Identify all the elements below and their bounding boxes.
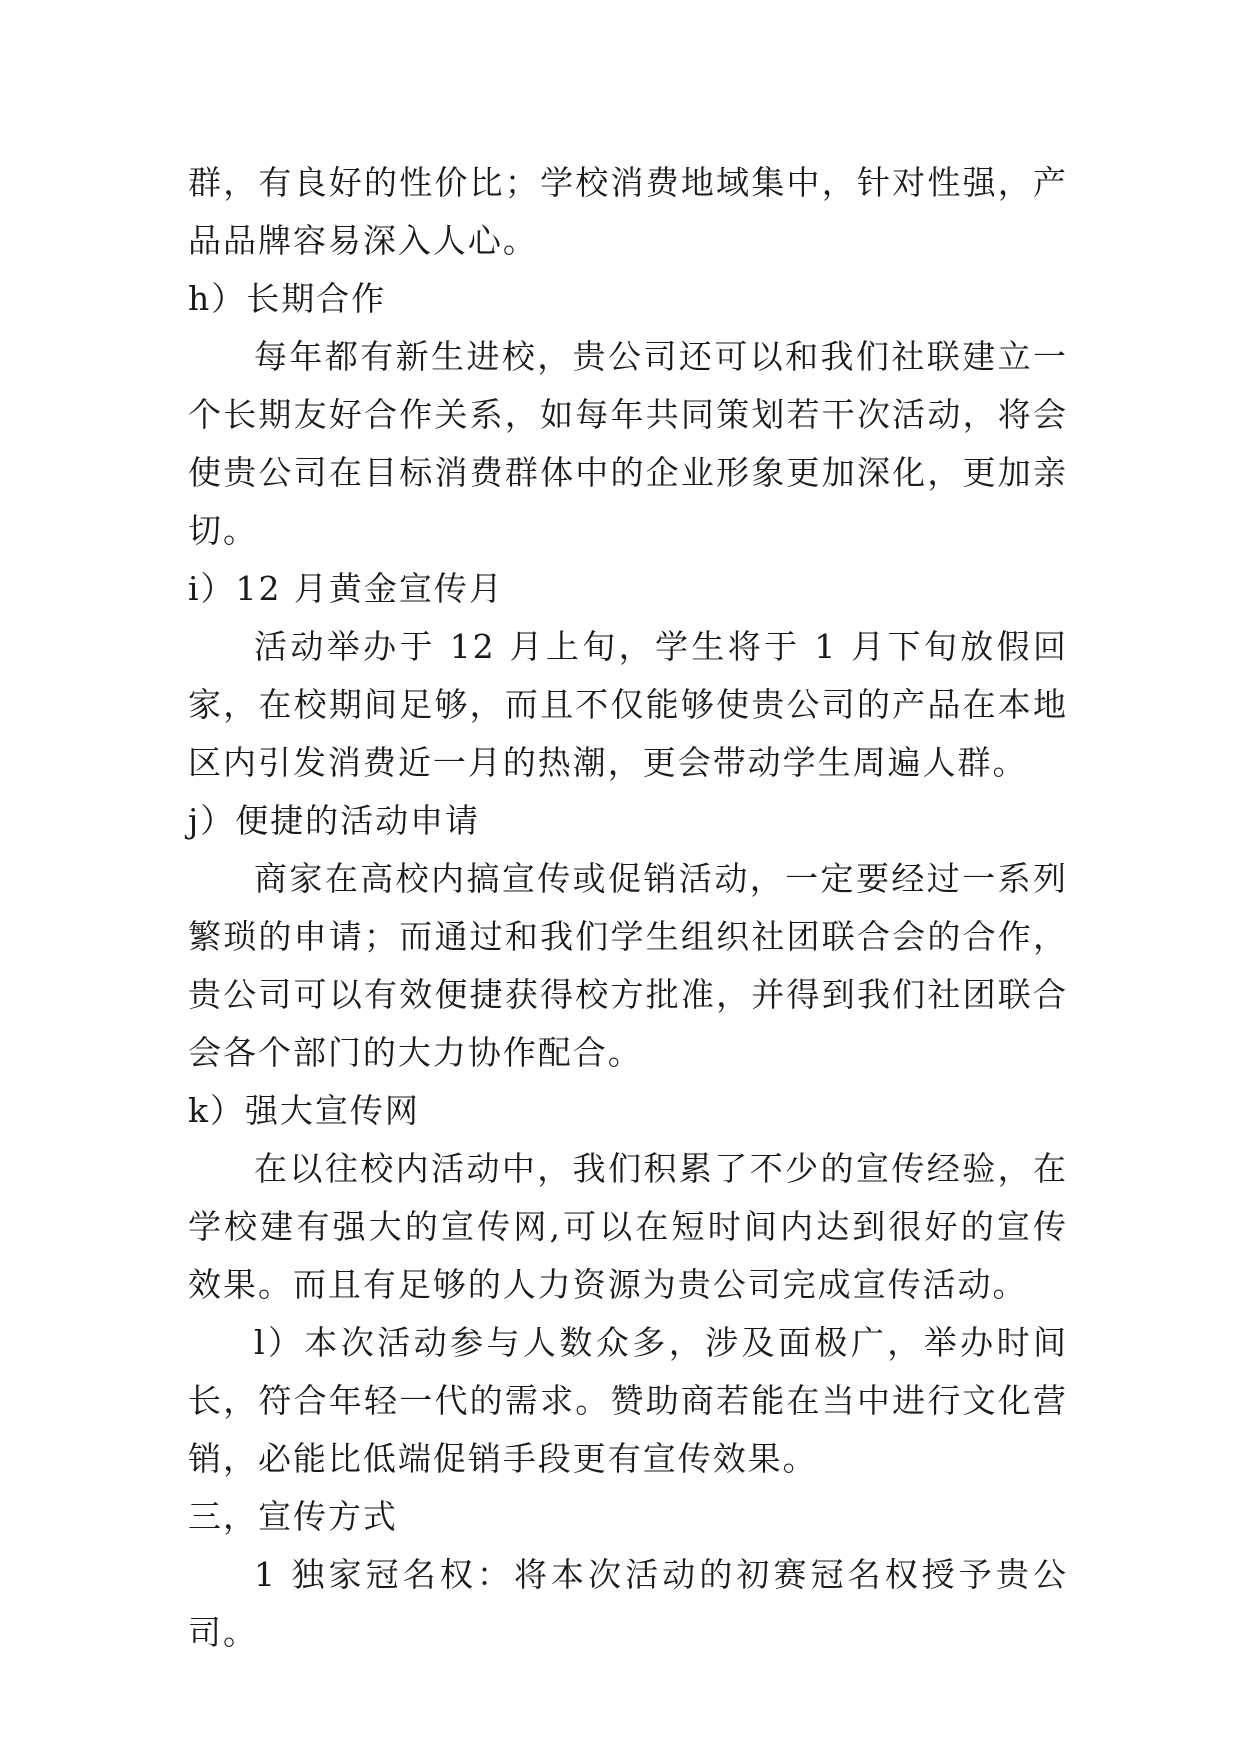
document-body — [188, 154, 1068, 1662]
paragraph-activity-application: 商家在高校内搞宣传或促销活动，一定要经过一系列繁琐的申请；而通过和我们学生组织社团联合会的合作，贵公司可以有效便捷获得校方批准，并得到我们社团联合会各个部门的大力协作配合。 — [188, 859, 1068, 1072]
section-heading-activity-application: j）便捷的活动申请 — [188, 801, 481, 840]
paragraph-long-term-cooperation: 每年都有新生进校，贵公司还可以和我们社联建立一个长期友好合作关系，如每年共同策划若干次活动，将会使贵公司在目标消费群体中的企业形象更加深化，更加亲切。 — [188, 337, 1068, 550]
paragraph-naming-rights: 1 独家冠名权：将本次活动的初赛冠名权授予贵公司。 — [188, 1555, 1068, 1652]
paragraph-december-promotion: 活动举办于 12 月上旬，学生将于 1 月下旬放假回家，在校期间足够，而且不仅能够使贵公司的产品在本地区内引发消费近一月的热潮，更会带动学生周遍人群。 — [188, 627, 1068, 782]
paragraph-intro-continuation: 群，有良好的性价比；学校消费地域集中，针对性强，产品品牌容易深入人心。 — [188, 163, 1068, 260]
section-heading-long-term-cooperation: h）长期合作 — [188, 279, 387, 318]
section-heading-promotion-methods: 三，宣传方式 — [188, 1497, 398, 1536]
paragraph-promotion-network: 在以往校内活动中，我们积累了不少的宣传经验，在学校建有强大的宣传网,可以在短时间内达到很好的宣传效果。而且有足够的人力资源为贵公司完成宣传活动。 — [188, 1149, 1068, 1304]
section-heading-promotion-network: k）强大宣传网 — [188, 1091, 420, 1130]
paragraph-event-scale: l）本次活动参与人数众多，涉及面极广，举办时间长，符合年轻一代的需求。赞助商若能在当中进行文化营销，必能比低端促销手段更有宣传效果。 — [188, 1323, 1068, 1478]
section-heading-december-promotion: i）12 月黄金宣传月 — [188, 569, 504, 608]
